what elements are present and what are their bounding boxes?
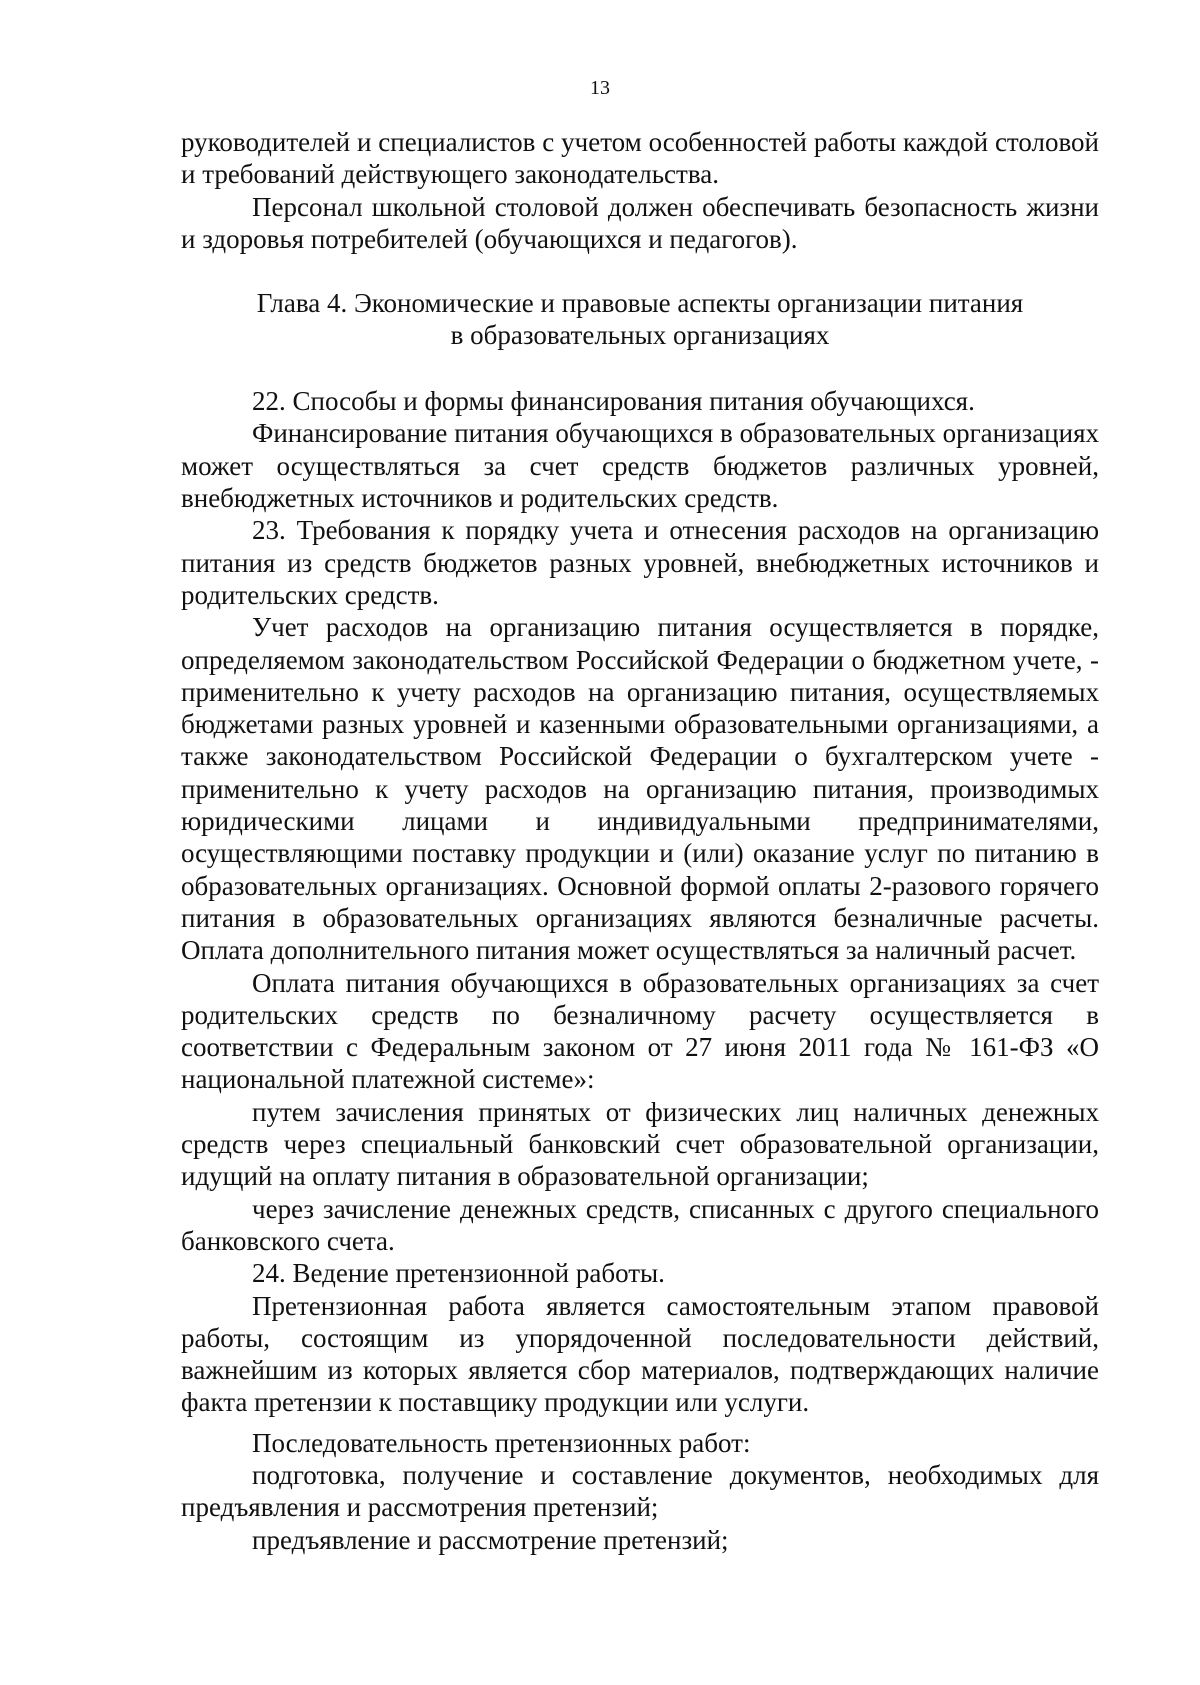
paragraph-parent-payment: Оплата питания обучающихся в образовательных организациях за счет родительских средств по безналичному расчету осуществляется в соответствии с Федеральным законом от 27 июня 2011 года № 161-ФЗ «О национальной платежной системе»: [181, 967, 1099, 1095]
page-number: 13 [590, 77, 610, 99]
section-22-title: 22. Способы и формы финансирования питания обучающихся. [252, 386, 975, 417]
chapter-heading-line-1: Глава 4. Экономические и правовые аспекты организации питания [256, 288, 1024, 319]
page-body [181, 126, 1099, 1556]
paragraph-staff-safety: Персонал школьной столовой должен обеспечивать безопасность жизни и здоровья потребителей (обучающихся и педагогов). [181, 191, 1099, 254]
chapter-heading [181, 287, 1099, 351]
list-item-documents: подготовка, получение и составление документов, необходимых для предъявления и рассмотрения претензий; [181, 1459, 1099, 1523]
paragraph-accounting: Учет расходов на организацию питания осуществляется в порядке, определяемом законодательством Российской Федерации о бюджетном учете, - применительно к учету расходов на организацию питания, осуществляемых бюджетами разных уровней и казенными образовательными организациями, а также законодательством Российской Федерации о бухгалтерском учете - применительно к учету расходов на организацию питания, производимых юридическими лицами и индивидуальными предпринимателями, осуществляющими поставку продукции и (или) оказание услуг по питанию в образовательных организациях. Основной формой оплаты 2-разового горячего питания в образовательных организациях являются безналичные расчеты. Оплата дополнительного питания может осуществляться за наличный расчет. [181, 612, 1099, 966]
section-24-title: 24. Ведение претензионной работы. [252, 1258, 665, 1289]
paragraph-claims-work: Претензионная работа является самостоятельным этапом правовой работы, состоящим из упорядоченной последовательности действий, важнейшим из которых является сбор материалов, подтверждающих наличие факта претензии к поставщику продукции или услуги. [181, 1290, 1099, 1418]
paragraph-financing: Финансирование питания обучающихся в образовательных организациях может осуществляться за счет средств бюджетов различных уровней, внебюджетных источников и родительских средств. [181, 418, 1099, 514]
list-item-cash-crediting: путем зачисления принятых от физических лиц наличных денежных средств через специальный банковский счет образовательной организации, идущий на оплату питания в образовательной организации; [181, 1096, 1099, 1192]
list-item-claims-presentation: предъявление и рассмотрение претензий; [252, 1524, 729, 1555]
paragraph-claims-sequence: Последовательность претензионных работ: [252, 1427, 751, 1458]
paragraph-continuation: руководителей и специалистов с учетом особенностей работы каждой столовой и требований действующего законодательства. [181, 127, 1099, 190]
section-23-title: 23. Требования к порядку учета и отнесения расходов на организацию питания из средств бюджетов разных уровней, внебюджетных источников и родительских средств. [181, 515, 1099, 610]
list-item-transfer-crediting: через зачисление денежных средств, списанных с другого специального банковского счета. [181, 1193, 1099, 1256]
chapter-heading-line-2: в образовательных организациях [450, 320, 830, 351]
